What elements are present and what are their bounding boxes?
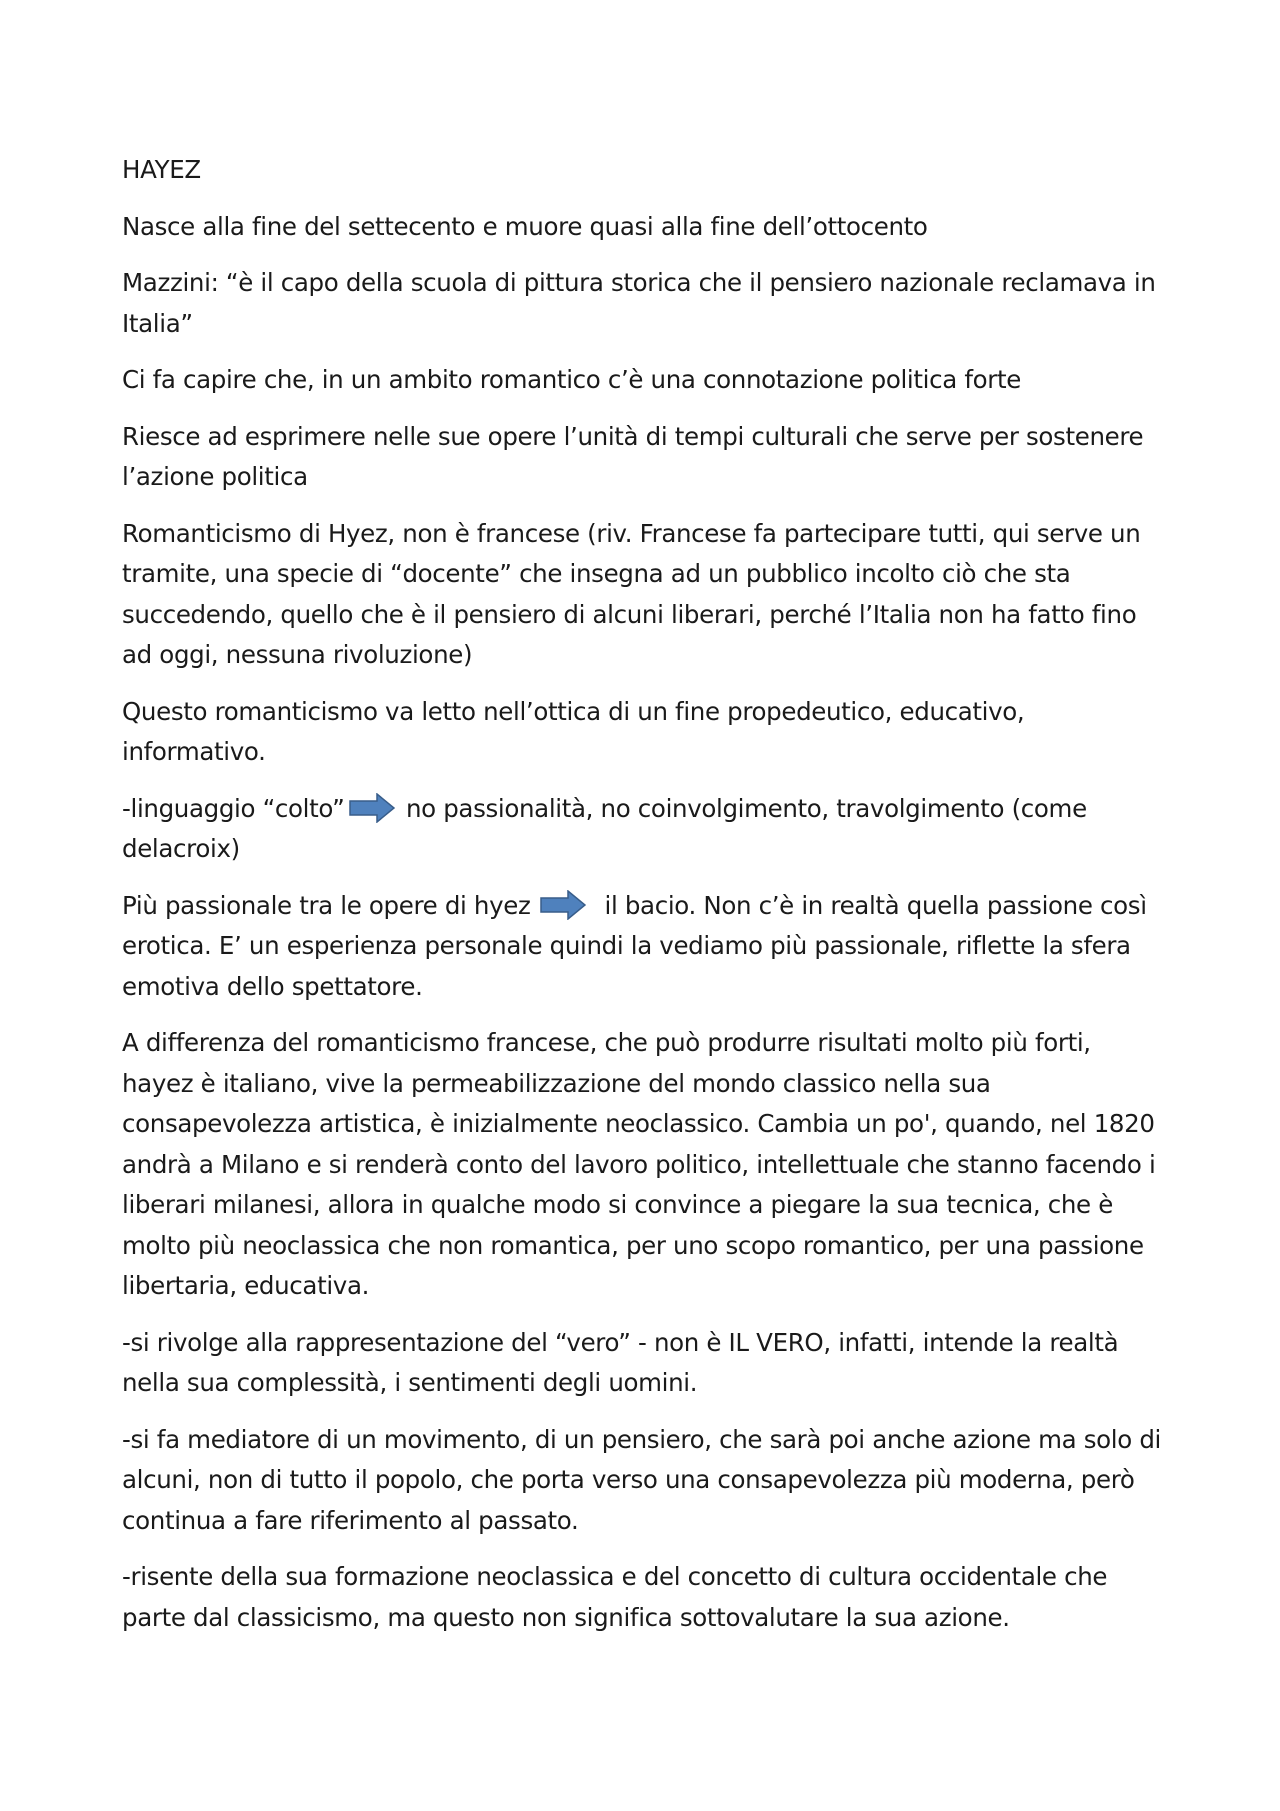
paragraph-with-arrow: [122, 886, 1167, 1008]
paragraph: Mazzini: “è il capo della scuola di pittura storica che il pensiero nazionale reclamava in Italia”: [122, 268, 1156, 338]
paragraph: -si fa mediatore di un movimento, di un pensiero, che sarà poi anche azione ma solo di alcuni, non di tutto il popolo, che porta verso una consapevolezza più moderna, però continua a fare riferimento al passato.: [122, 1424, 1161, 1535]
paragraph: Riesce ad esprimere nelle sue opere l’unità di tempi culturali che serve per sostenere l’azione politica: [122, 421, 1144, 491]
paragraph: Ci fa capire che, in un ambito romantico c’è una connotazione politica forte: [122, 365, 1021, 394]
paragraph: -risente della sua formazione neoclassica e del concetto di cultura occidentale che parte dal classicismo, ma questo non significa sottovalutare la sua azione.: [122, 1562, 1108, 1632]
document-body: [122, 150, 1167, 1654]
document-title: HAYEZ: [122, 155, 201, 184]
paragraph: -si rivolge alla rappresentazione del “vero” - non è IL VERO, infatti, intende la realtà nella sua complessità, i sentimenti degli uomini.: [122, 1327, 1119, 1397]
paragraph: A differenza del romanticismo francese, che può produrre risultati molto più forti, hayez è italiano, vive la permeabilizzazione del mondo classico nella sua consapevolezza artistica, è inizialmente neoclassico. Cambia un po', quando, nel 1820 andrà a Milano e si renderà conto del lavoro politico, intellettuale che stanno facendo i liberari milanesi, allora in qualche modo si convince a piegare la sua tecnica, che è molto più neoclassica che non romantica, per uno scopo romantico, per una passione libertaria, educativa.: [122, 1028, 1156, 1300]
paragraph: Questo romanticismo va letto nell’ottica di un fine propedeutico, educativo, informativo.: [122, 696, 1025, 766]
paragraph: Nasce alla fine del settecento e muore quasi alla fine dell’ottocento: [122, 211, 928, 241]
arrow-line-after: il bacio. Non c’è in realtà quella passione così erotica. E’ un esperienza personale quindi la vediamo più passionale, riflette la sfera emotiva dello spettatore.: [122, 890, 1147, 1001]
paragraph: Romanticismo di Hyez, non è francese (riv. Francese fa partecipare tutti, qui serve un tramite, una specie di “docente” che insegna ad un pubblico incolto ciò che sta succedendo, quello che è il pensiero di alcuni liberari, perché l’Italia non ha fatto fino ad oggi, nessuna rivoluzione): [122, 518, 1141, 669]
arrow-line-before: -linguaggio “colto”: [122, 793, 345, 823]
right-arrow-icon: [349, 793, 395, 823]
arrow-line-before: Più passionale tra le opere di hyez: [122, 890, 531, 920]
right-arrow-icon: [540, 890, 586, 920]
paragraph-with-arrow: [122, 789, 1167, 870]
arrow-line-after: no passionalità, no coinvolgimento, travolgimento (come delacroix): [122, 793, 1087, 863]
